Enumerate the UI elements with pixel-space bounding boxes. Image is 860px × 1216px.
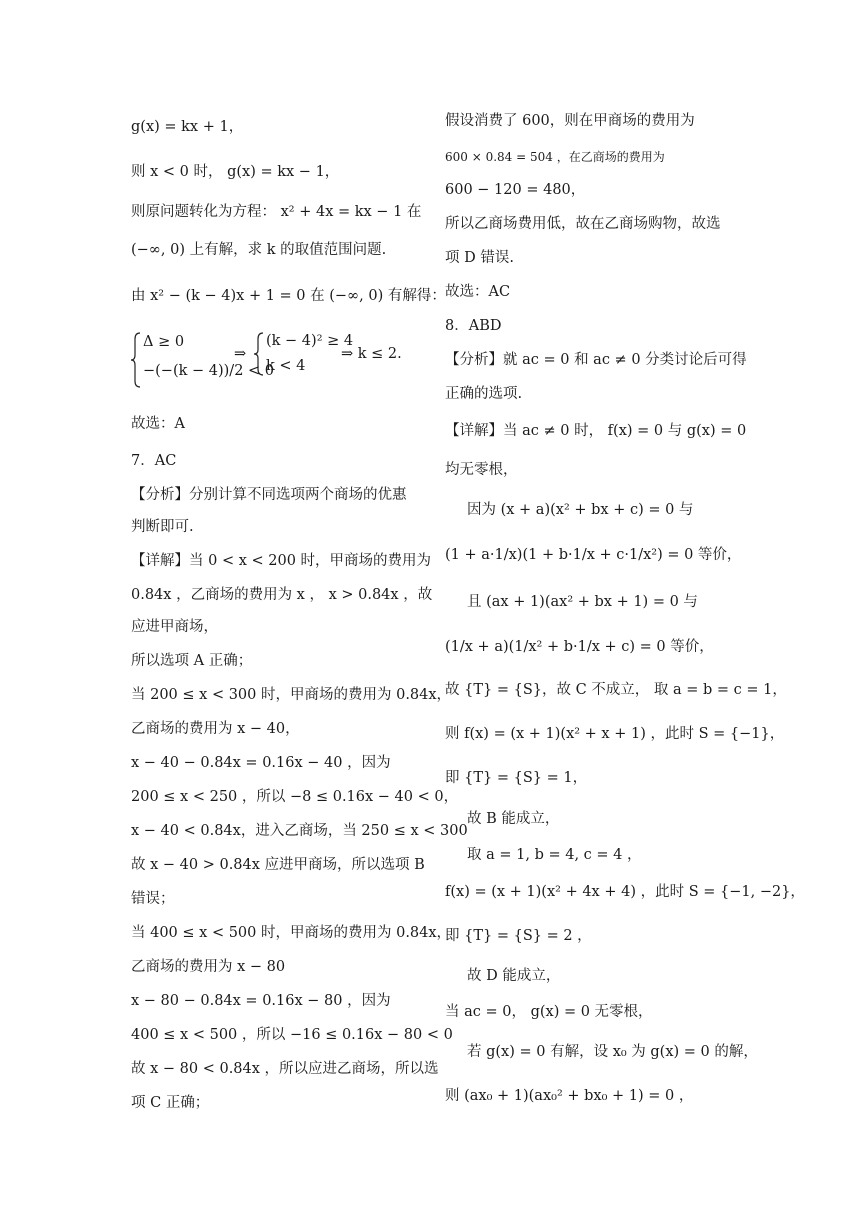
- text-line: 所以选项 A 正确；: [131, 653, 253, 669]
- text-line: 当 200 ≤ x < 300 时，甲商场的费用为 0.84x，: [131, 687, 452, 703]
- text-line: g(x) = kx + 1，: [131, 119, 244, 135]
- system-row: (k − 4)² ≥ 4: [266, 333, 354, 349]
- text-line: 故选：AC: [445, 284, 511, 300]
- text-line: x − 40 < 0.84x，进入乙商场，当 250 ≤ x < 300: [131, 823, 468, 839]
- text-line: 【分析】就 ac = 0 和 ac ≠ 0 分类讨论后可得: [445, 352, 747, 368]
- text-line: 错误；: [131, 891, 175, 907]
- text-line: 0.84x ，乙商场的费用为 x ， x > 0.84x ，故: [131, 587, 433, 603]
- text-line: 乙商场的费用为 x − 40，: [131, 721, 300, 737]
- text-line: (1 + a·1/x)(1 + b·1/x + c·1/x²) = 0 等价，: [445, 547, 742, 563]
- text-line: 由 x² − (k − 4)x + 1 = 0 在 (−∞, 0) 有解得：: [131, 288, 446, 304]
- system-row: −(−(k − 4))/2 < 0: [143, 363, 275, 379]
- text-line: 600 × 0.84 = 504 ，在乙商场的费用为: [445, 150, 665, 164]
- text-line: 取 a = 1, b = 4, c = 4 ，: [467, 847, 642, 863]
- text-line: 判断即可.: [131, 519, 194, 535]
- system-result: ⇒ k ≤ 2.: [341, 346, 402, 362]
- text-line: (−∞, 0) 上有解，求 k 的取值范围问题.: [131, 242, 387, 258]
- text-line: 则 x < 0 时， g(x) = kx − 1，: [131, 164, 340, 180]
- text-line: 200 ≤ x < 250 ，所以 −8 ≤ 0.16x − 40 < 0，: [131, 789, 459, 805]
- text-line: x − 80 − 0.84x = 0.16x − 80 ，因为: [131, 993, 391, 1009]
- text-line: 应进甲商场，: [131, 619, 218, 635]
- text-line: 若 g(x) = 0 有解，设 x₀ 为 g(x) = 0 的解，: [467, 1044, 758, 1060]
- text-line: 乙商场的费用为 x − 80: [131, 959, 286, 975]
- text-line: 假设消费了 600，则在甲商场的费用为: [445, 113, 695, 129]
- text-line: 则 f(x) = (x + 1)(x² + x + 1) ，此时 S = {−1}，: [445, 726, 785, 742]
- text-line: 故 x − 80 < 0.84x ，所以应进乙商场，所以选: [131, 1061, 439, 1077]
- text-line: 【详解】当 ac ≠ 0 时， f(x) = 0 与 g(x) = 0: [445, 423, 747, 439]
- text-line: 即 {T} = {S} = 1，: [445, 770, 588, 786]
- system-row: k < 4: [266, 358, 306, 374]
- text-line: 项 D 错误.: [445, 250, 514, 266]
- text-line: 正确的选项.: [445, 386, 523, 402]
- section-heading: 7．AC: [131, 453, 177, 469]
- text-line: 故 D 能成立，: [467, 968, 561, 984]
- text-line: 所以乙商场费用低，故在乙商场购物，故选: [445, 216, 721, 232]
- text-line: x − 40 − 0.84x = 0.16x − 40 ，因为: [131, 755, 391, 771]
- text-line: 故选：A: [131, 416, 185, 432]
- text-line: 因为 (x + a)(x² + bx + c) = 0 与: [467, 502, 694, 518]
- text-line: 故 {T} = {S}，故 C 不成立， 取 a = b = c = 1，: [445, 682, 787, 698]
- implies-arrow: ⇒: [234, 346, 247, 362]
- system-row: Δ ≥ 0: [143, 334, 185, 350]
- inequality-system: [131, 329, 421, 391]
- text-line: 【详解】当 0 < x < 200 时，甲商场的费用为: [131, 553, 432, 569]
- text-line: 即 {T} = {S} = 2 ，: [445, 928, 592, 944]
- text-line: (1/x + a)(1/x² + b·1/x + c) = 0 等价，: [445, 639, 714, 655]
- text-line: 当 ac = 0， g(x) = 0 无零根，: [445, 1004, 653, 1020]
- text-line: 故 x − 40 > 0.84x 应进甲商场，所以选项 B: [131, 857, 425, 873]
- text-line: 【分析】分别计算不同选项两个商场的优惠: [131, 487, 407, 503]
- text-line: 400 ≤ x < 500 ，所以 −16 ≤ 0.16x − 80 < 0: [131, 1027, 453, 1043]
- section-heading: 8．ABD: [445, 318, 502, 334]
- text-line: 项 C 正确；: [131, 1095, 210, 1111]
- text-line: 600 − 120 = 480，: [445, 182, 586, 198]
- text-line: 且 (ax + 1)(ax² + bx + 1) = 0 与: [467, 594, 698, 610]
- text-line: f(x) = (x + 1)(x² + 4x + 4) ，此时 S = {−1, −2}，: [445, 884, 805, 900]
- text-line: 则 (ax₀ + 1)(ax₀² + bx₀ + 1) = 0 ，: [445, 1088, 694, 1104]
- left-brace: [131, 333, 140, 387]
- text-line: 则原问题转化为方程： x² + 4x = kx − 1 在: [131, 204, 422, 220]
- text-line: 均无零根，: [445, 462, 518, 478]
- text-line: 当 400 ≤ x < 500 时，甲商场的费用为 0.84x，: [131, 925, 452, 941]
- text-line: 故 B 能成立，: [467, 811, 560, 827]
